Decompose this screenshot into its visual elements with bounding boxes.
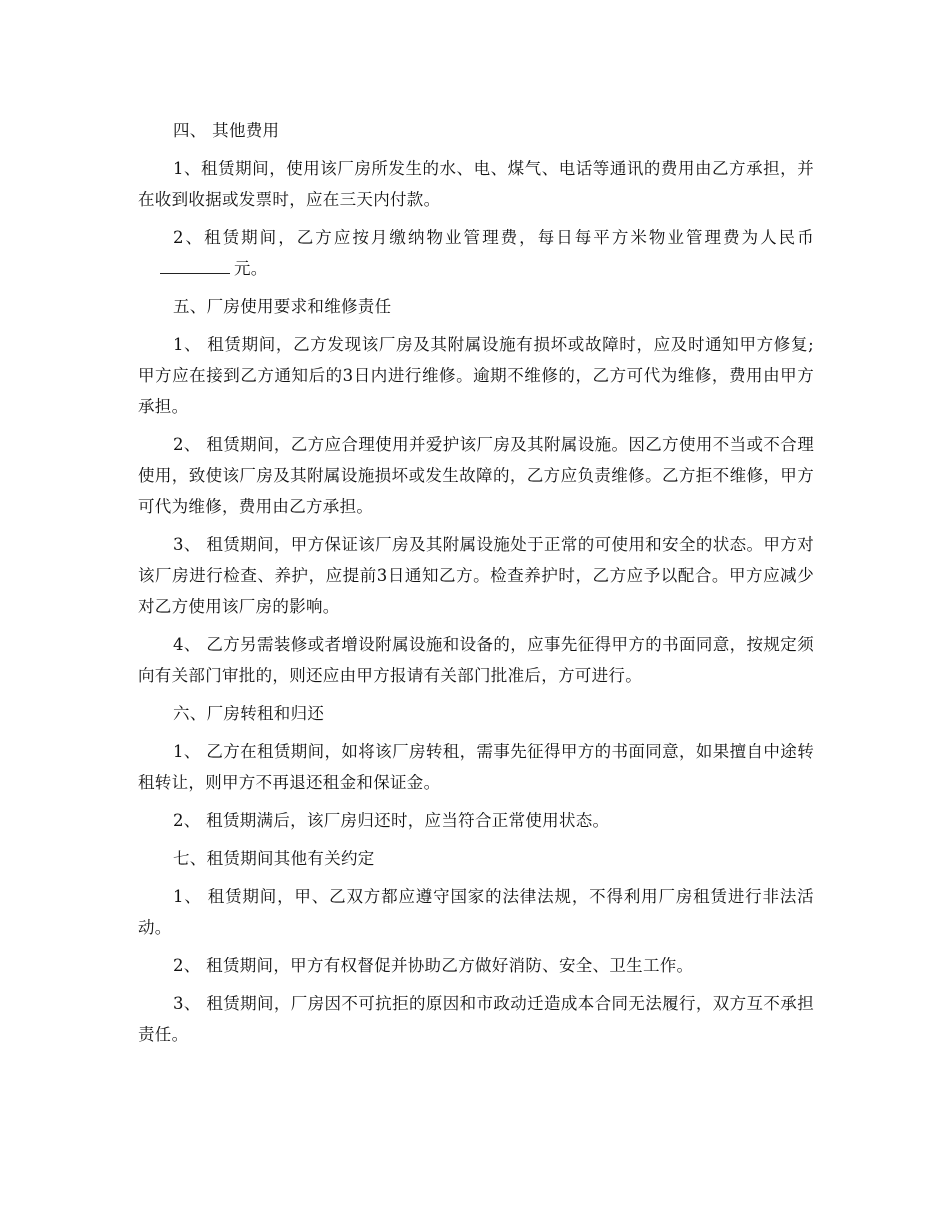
fee-amount-blank — [160, 255, 230, 274]
section-heading-5: 五、厂房使用要求和维修责任 — [173, 297, 392, 316]
paragraph-5-1: 1、 租赁期间，乙方发现该厂房及其附属设施有损坏或故障时，应及时通知甲方修复;甲方应在接到乙方通知后的3日内进行维修。逾期不维修的，乙方可代为维修，费用由甲方承担。 — [138, 335, 814, 416]
document-body — [138, 115, 814, 1057]
paragraph-4-2 — [138, 222, 814, 284]
paragraph-4-1: 1、租赁期间，使用该厂房所发生的水、电、煤气、电话等通讯的费用由乙方承担，并在收到收据或发票时，应在三天内付款。 — [138, 159, 814, 209]
paragraph-5-4: 4、 乙方另需装修或者增设附属设施和设备的，应事先征得甲方的书面同意，按规定须向有关部门审批的，则还应由甲方报请有关部门批准后，方可进行。 — [138, 635, 814, 685]
section-heading-7: 七、租赁期间其他有关约定 — [173, 849, 375, 868]
section-heading-6: 六、厂房转租和归还 — [173, 704, 325, 723]
fee-text: 2、租赁期间，乙方应按月缴纳物业管理费，每日每平方米物业管理费为人民币 — [173, 228, 814, 247]
paragraph-7-2: 2、 租赁期间，甲方有权督促并协助乙方做好消防、安全、卫生工作。 — [173, 956, 694, 975]
paragraph-5-2: 2、 租赁期间，乙方应合理使用并爱护该厂房及其附属设施。因乙方使用不当或不合理使用，致使该厂房及其附属设施损坏或发生故障的，乙方应负责维修。乙方拒不维修，甲方可代为维修，费用由乙方承担。 — [138, 435, 814, 516]
paragraph-5-3: 3、 租赁期间，甲方保证该厂房及其附属设施处于正常的可使用和安全的状态。甲方对该厂房进行检查、养护，应提前3日通知乙方。检查养护时，乙方应予以配合。甲方应减少对乙方使用该厂房的影响。 — [138, 535, 814, 616]
paragraph-6-1: 1、 乙方在租赁期间，如将该厂房转租，需事先征得甲方的书面同意，如果擅自中途转租转让，则甲方不再退还租金和保证金。 — [138, 742, 814, 792]
paragraph-6-2: 2、 租赁期满后，该厂房归还时，应当符合正常使用状态。 — [173, 811, 610, 830]
paragraph-7-1: 1、 租赁期间，甲、乙双方都应遵守国家的法律法规，不得利用厂房租赁进行非法活动。 — [138, 887, 814, 937]
paragraph-7-3: 3、 租赁期间，厂房因不可抗拒的原因和市政动迁造成本合同无法履行，双方互不承担责任。 — [138, 994, 814, 1044]
fee-unit: 元。 — [234, 259, 268, 278]
section-heading-4: 四、 其他费用 — [173, 121, 280, 140]
